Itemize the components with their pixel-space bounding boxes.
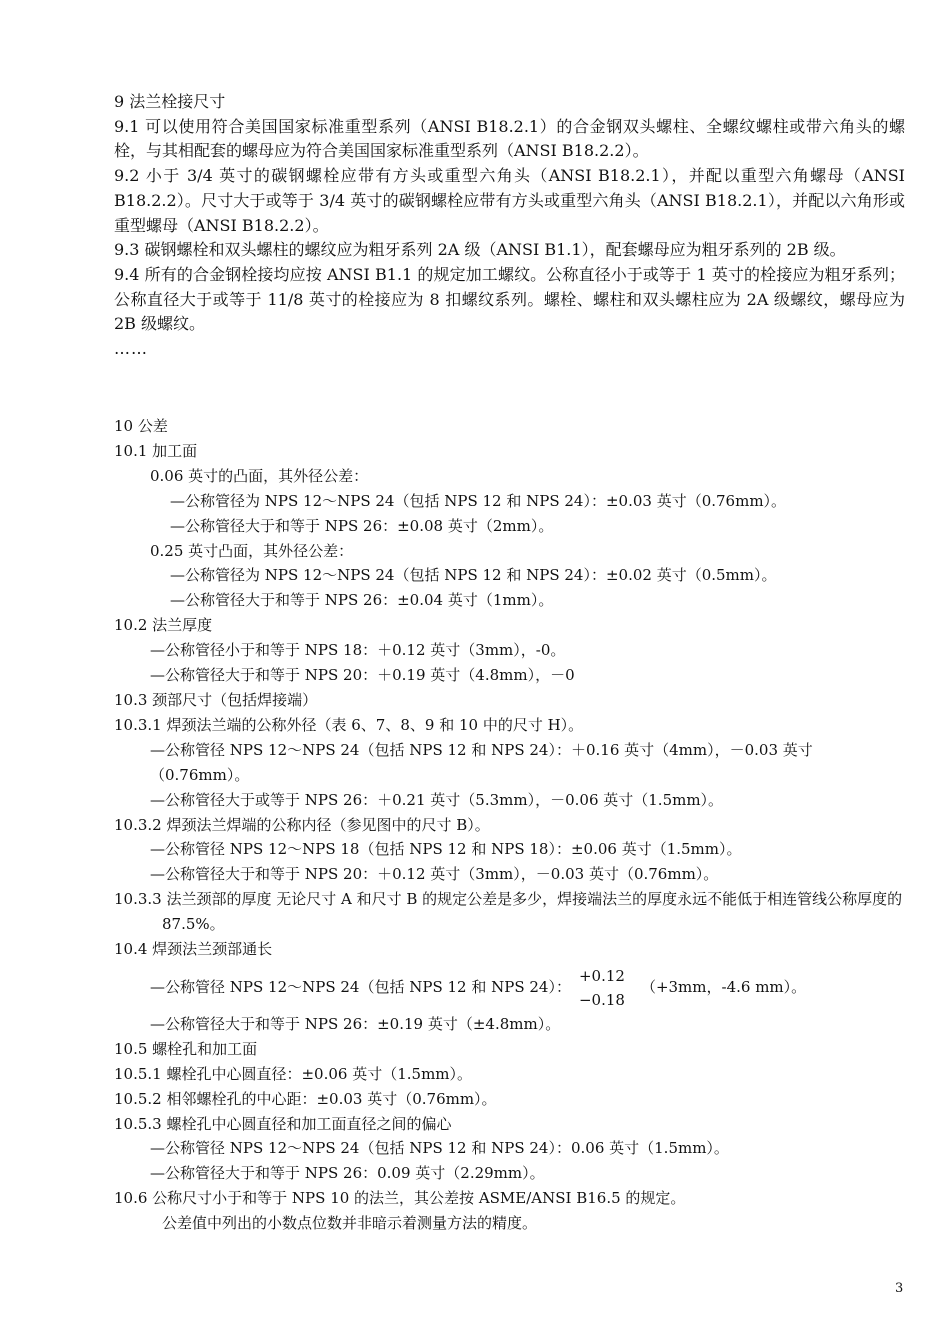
clause-10-3-2-item: —公称管径大于和等于 NPS 20：＋0.12 英寸（3mm），－0.03 英寸（0.76mm）。 [150,865,719,884]
clause-10-3-1-item: —公称管径 NPS 12～NPS 24（包括 NPS 12 和 NPS 24）：＋0.16 英寸（4mm），－0.03 英寸（0.76mm）。 [150,740,813,784]
paragraph-9-4: 9.4 所有的合金钢栓接均应按 ANSI B1.1 的规定加工螺纹。公称直径小于或等于 1 英寸的栓接应为粗牙系列；公称直径大于或等于 11/8 英寸的栓接应为 8 扣螺纹系列。螺栓、螺柱和双头螺柱应为 2A 级螺纹，螺母应为 2B 级螺纹。 [114,264,905,334]
clause-10-1-item: —公称管径为 NPS 12～NPS 24（包括 NPS 12 和 NPS 24）：±0.02 英寸（0.5mm）。 [170,566,777,585]
clause-10-3-2-item: —公称管径 NPS 12～NPS 18（包括 NPS 12 和 NPS 18）：±0.06 英寸（1.5mm）。 [150,840,742,859]
clause-10-4-item: —公称管径大于和等于 NPS 26：±0.19 英寸（±4.8mm）。 [150,1014,561,1033]
clause-10-3-3: 10.3.3 法兰颈部的厚度 无论尺寸 A 和尺寸 B 的规定公差是多少，焊接端法兰的厚度永远不能低于相连管线公称厚度的 87.5%。 [114,890,903,934]
paragraph-9-2: 9.2 小于 3/4 英寸的碳钢螺栓应带有方头或重型六角头（ANSI B18.2.1），并配以重型六角螺母（ANSI B18.2.2）。尺寸大于或等于 3/4 英寸的碳钢螺栓应带有方头或重型六角头（ANSI B18.2.1），并配以六角形或重型螺母（ANSI B18.2.2）。 [114,166,905,235]
clause-10-1-item: —公称管径大于和等于 NPS 26：±0.08 英寸（2mm）。 [170,516,554,535]
clause-10-3-1: 10.3.1 焊颈法兰端的公称外径（表 6、7、8、9 和 10 中的尺寸 H）。 [114,715,584,734]
clause-10-5-3-item: —公称管径大于和等于 NPS 26：0.09 英寸（2.29mm）。 [150,1164,545,1183]
clause-10-5-2: 10.5.2 相邻螺栓孔的中心距：±0.03 英寸（0.76mm）。 [114,1089,497,1108]
clause-10-5-3-item: —公称管径 NPS 12～NPS 24（包括 NPS 12 和 NPS 24）：0.06 英寸（1.5mm）。 [150,1139,729,1158]
paragraph-9-1: 9.1 可以使用符合美国国家标准重型系列（ANSI B18.2.1）的合金钢双头螺柱、全螺纹螺柱或带六角头的螺栓，与其相配套的螺母应为符合美国国家标准重型系列（ANSI B18.2.2）。 [114,116,905,161]
clause-10-5: 10.5 螺栓孔和加工面 [114,1039,258,1058]
clause-10-5-1: 10.5.1 螺栓孔中心圆直径：±0.06 英寸（1.5mm）。 [114,1064,473,1083]
clause-10-4-item-text: —公称管径 NPS 12～NPS 24（包括 NPS 12 和 NPS 24）： [150,977,571,996]
clause-10-1-raised-face-025: 0.25 英寸凸面，其外径公差： [150,541,354,560]
clause-10-4-item-metric: （+3mm，-4.6 mm）。 [640,977,807,996]
clause-10-4-item-with-fraction [114,962,905,1012]
clause-10-3: 10.3 颈部尺寸（包括焊接端） [114,690,318,709]
section-9-heading: 9 法兰栓接尺寸 [114,92,226,111]
clause-10-1: 10.1 加工面 [114,441,198,460]
section-9 [114,90,905,362]
section-10-heading: 10 公差 [114,417,168,435]
clause-10-1-raised-face-006: 0.06 英寸的凸面，其外径公差： [150,466,369,485]
tolerance-lower: −0.18 [578,990,625,1009]
page-number: 3 [895,1281,904,1296]
section-10 [114,414,905,1236]
clause-10-5-3: 10.5.3 螺栓孔中心圆直径和加工面直径之间的偏心 [114,1114,452,1133]
clause-10-2: 10.2 法兰厚度 [114,616,213,635]
clause-10-1-item: —公称管径为 NPS 12～NPS 24（包括 NPS 12 和 NPS 24）：±0.03 英寸（0.76mm）。 [170,491,787,510]
clause-10-1-item: —公称管径大于和等于 NPS 26：±0.04 英寸（1mm）。 [170,591,554,610]
clause-10-4: 10.4 焊颈法兰颈部通长 [114,940,273,959]
clause-10-3-1-item: —公称管径大于或等于 NPS 26：＋0.21 英寸（5.3mm），－0.06 英寸（1.5mm）。 [150,790,724,809]
clause-10-2-item: —公称管径大于和等于 NPS 20：＋0.19 英寸（4.8mm），－0 [150,666,575,685]
tolerance-fraction [579,964,625,1012]
paragraph-9-3: 9.3 碳钢螺栓和双头螺柱的螺纹应为粗牙系列 2A 级（ANSI B1.1），配套螺母应为粗牙系列的 2B 级。 [114,240,846,260]
ellipsis: …… [114,339,148,359]
clause-10-3-2: 10.3.2 焊颈法兰焊端的公称内径（参见图中的尺寸 B）。 [114,815,490,834]
tolerance-upper: +0.12 [578,966,625,985]
clause-10-2-item: —公称管径小于和等于 NPS 18：＋0.12 英寸（3mm），-0。 [150,641,566,660]
clause-10-6: 10.6 公称尺寸小于和等于 NPS 10 的法兰，其公差按 ASME/ANSI B16.5 的规定。 [114,1189,686,1208]
clause-10-6-note: 公差值中列出的小数点位数并非暗示着测量方法的精度。 [162,1214,538,1233]
